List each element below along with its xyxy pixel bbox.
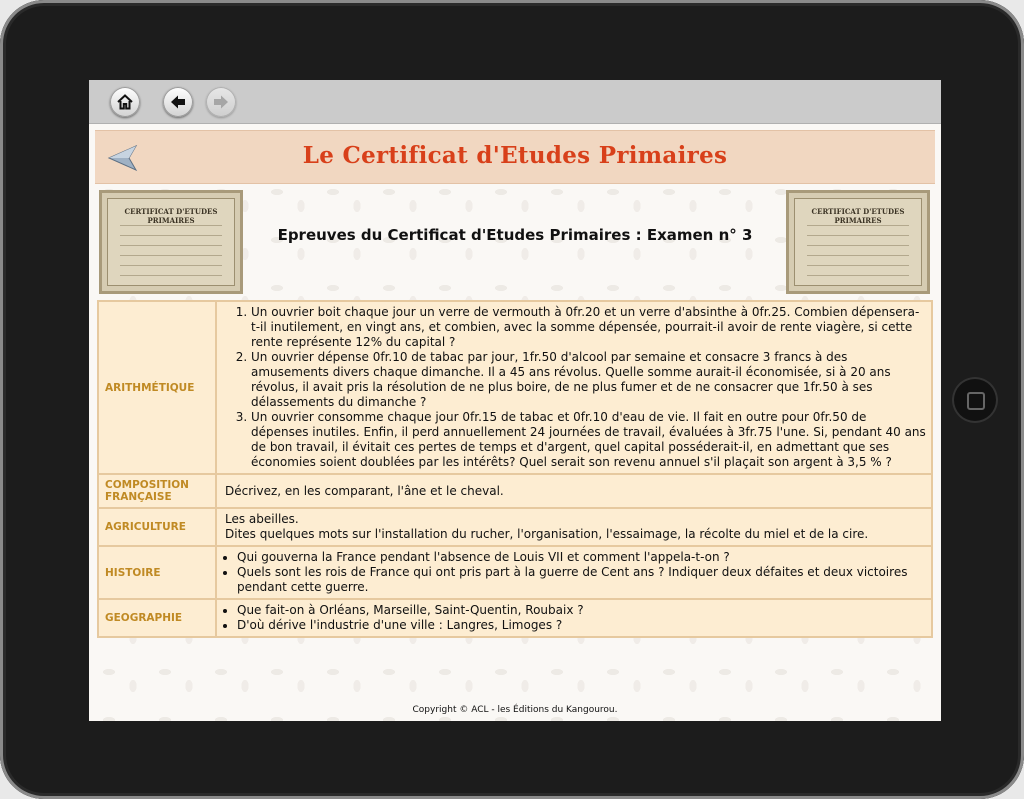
home-icon (116, 93, 134, 111)
list-item: 2. Un ouvrier dépense 0fr.10 de tabac par jour, 1fr.50 d'alcool par semaine et consacre 3 francs à des amusements divers chaque dimanche. Il a 45 ans révolus. Quelle somme aurait-il économisée, si à 20 ans révolus, il avait pris la résolution de ne plus boire, de ne plus fumer et de ne consacrer que 1fr.50 à ses délassements du dimanche ? (251, 350, 927, 410)
home-button[interactable] (110, 87, 140, 117)
content-text: Décrivez, en les comparant, l'âne et le cheval. (225, 483, 504, 498)
forward-button[interactable] (206, 87, 236, 117)
table-row (98, 546, 932, 599)
page-title: Le Certificat d'Etudes Primaires (302, 142, 728, 169)
table-row (98, 508, 932, 546)
list-item: • Qui gouverna la France pendant l'absence de Louis VII et comment l'appela-t-on ? (237, 550, 927, 565)
browser-toolbar (89, 80, 941, 124)
certificate-caption: CERTIFICAT D'ETUDES PRIMAIRES (811, 207, 905, 225)
copyright-footer: Copyright © ACL - les Éditions du Kangourou. (412, 705, 618, 715)
content-text: Dites quelques mots sur l'installation du rucher, l'organisation, l'essaimage, la récolte du miel et de la cire. (225, 527, 869, 541)
subject-content (216, 508, 932, 546)
page-content (89, 124, 941, 721)
table-row (98, 599, 932, 637)
subject-label: AGRICULTURE (98, 508, 216, 546)
problem-list (225, 305, 927, 470)
title-banner (95, 130, 935, 184)
subject-label: COMPOSITION FRANÇAISE (98, 474, 216, 508)
subject-label: ARITHMÉTIQUE (98, 301, 216, 474)
content-text: Les abeilles. (225, 512, 299, 526)
exam-table (97, 300, 933, 638)
arrow-right-icon (212, 93, 230, 111)
subject-label: HISTOIRE (98, 546, 216, 599)
table-row (98, 301, 932, 474)
home-button-square-icon (967, 392, 985, 410)
list-item: • Que fait-on à Orléans, Marseille, Saint-Quentin, Roubaix ? (237, 603, 927, 618)
subject-content (216, 301, 932, 474)
subject-content (216, 474, 932, 508)
arrow-left-icon (169, 93, 187, 111)
bullet-list (225, 550, 927, 595)
list-item: • D'où dérive l'industrie d'une ville : Langres, Limoges ? (237, 618, 927, 633)
certificate-caption: CERTIFICAT D'ETUDES PRIMAIRES (124, 207, 218, 225)
list-item: 1. Un ouvrier boit chaque jour un verre de vermouth à 0fr.20 et un verre d'absinthe à 0fr.25. Combien dépensera-t-il inutilement, en vingt ans, et combien, avec la somme dépensée, pourrait-il avoir de rente viagère, si cette rente représente 12% du capital ? (251, 305, 927, 350)
subject-content (216, 599, 932, 637)
list-item: • Quels sont les rois de France qui ont pris part à la guerre de Cent ans ? Indiquer deux défaites et deux victoires pendant cette guerre. (237, 565, 927, 595)
screen (89, 80, 941, 721)
list-item: 3. Un ouvrier consomme chaque jour 0fr.15 de tabac et 0fr.10 d'eau de vie. Il fait en outre pour 0fr.50 de dépenses inutiles. Enfin, il perd annuellement 24 journées de travail, évaluées à 3fr.75 l'une. Si, pendant 40 ans de bon travail, il évitait ces pertes de temps et d'argent, quel capital posséderait-il, en admettant que ses économies soient doublées par les intérêts? Quel serait son revenu annuel s'il plaçait son argent à 3,5 % ? (251, 410, 927, 470)
subject-content (216, 546, 932, 599)
tablet-home-button[interactable] (952, 377, 998, 423)
subject-label: GEOGRAPHIE (98, 599, 216, 637)
table-row (98, 474, 932, 508)
back-button[interactable] (163, 87, 193, 117)
bullet-list (225, 603, 927, 633)
exam-subtitle: Epreuves du Certificat d'Etudes Primaires : Examen n° 3 (277, 226, 753, 244)
